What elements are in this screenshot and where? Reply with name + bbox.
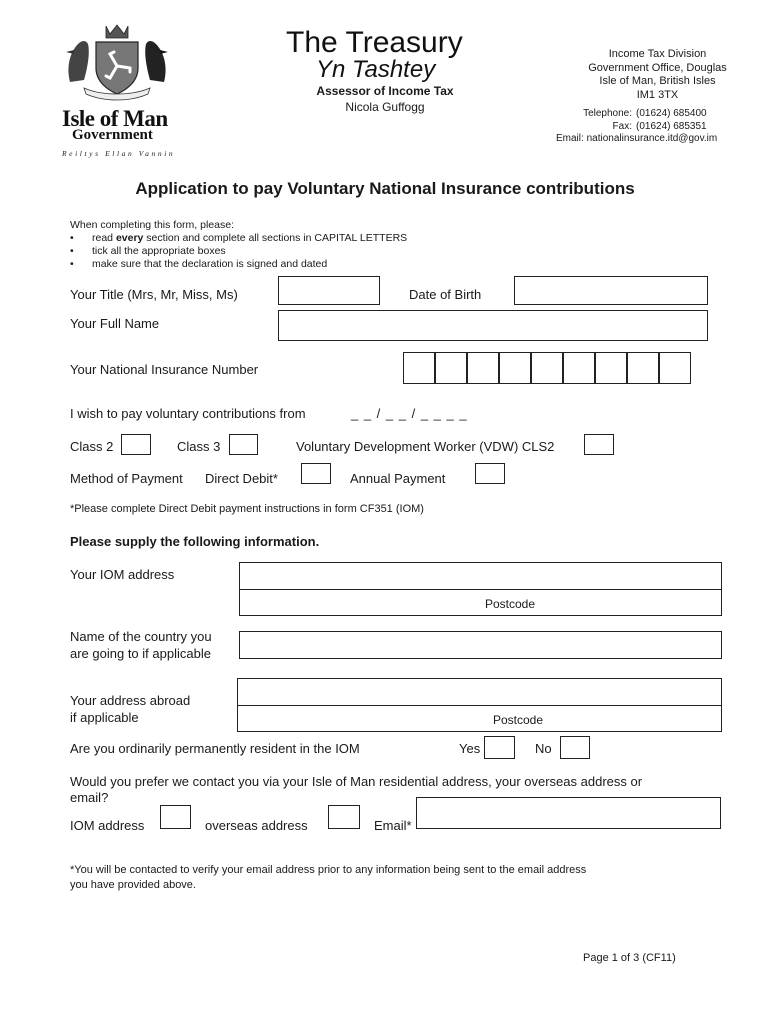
email-option-label: Email* <box>374 818 412 833</box>
direct-debit-checkbox[interactable] <box>301 463 331 484</box>
ni-char-box[interactable] <box>499 352 531 384</box>
instructions <box>70 219 407 271</box>
class2-label: Class 2 <box>70 439 114 454</box>
from-date-input[interactable]: _ _ / _ _ / _ _ _ _ <box>351 406 468 421</box>
brand-name: Isle of Man <box>62 106 168 131</box>
brand-sub: Government <box>72 127 153 143</box>
from-label: I wish to pay voluntary contributions from <box>70 406 306 421</box>
resident-yes-checkbox[interactable] <box>484 736 515 759</box>
abroad-label: Your address abroad if applicable <box>70 693 191 725</box>
overseas-option-label: overseas address <box>205 818 308 833</box>
ni-char-box[interactable] <box>595 352 627 384</box>
contact-details <box>556 108 717 146</box>
instructions-intro: When completing this form, please: <box>70 219 234 231</box>
fullname-label: Your Full Name <box>70 316 160 331</box>
ni-label: Your National Insurance Number <box>70 362 259 377</box>
country-input[interactable] <box>239 631 722 659</box>
ni-char-box[interactable] <box>659 352 691 384</box>
office-name: Assessor of Income Tax <box>316 84 454 98</box>
annual-checkbox[interactable] <box>475 463 505 484</box>
address-line: Isle of Man, British Isles <box>599 75 716 87</box>
class3-label: Class 3 <box>177 439 221 454</box>
ni-char-box[interactable] <box>435 352 467 384</box>
ni-char-box[interactable] <box>563 352 595 384</box>
dept-title: The Treasury <box>286 26 463 59</box>
ni-char-box[interactable] <box>403 352 435 384</box>
instruction-item: • read every section and complete all sections in CAPITAL LETTERS <box>70 232 407 245</box>
ni-char-box[interactable] <box>467 352 499 384</box>
dob-input[interactable] <box>514 276 708 305</box>
form-title: Application to pay Voluntary National Insurance contributions <box>135 179 635 198</box>
resident-no-checkbox[interactable] <box>560 736 590 759</box>
direct-debit-label: Direct Debit* <box>205 471 278 486</box>
telephone-label: Telephone: <box>583 108 632 119</box>
fax-label: Fax: <box>612 120 632 132</box>
officer-name: Nicola Guffogg <box>345 100 425 114</box>
yes-label: Yes <box>459 741 481 756</box>
annual-label: Annual Payment <box>350 471 446 486</box>
address-line: Income Tax Division <box>608 48 707 60</box>
dept-title-manx: Yn Tashtey <box>316 56 436 83</box>
title-input[interactable] <box>278 276 380 305</box>
class3-checkbox[interactable] <box>229 434 258 455</box>
fullname-input[interactable] <box>278 310 708 341</box>
isle-of-man-crest-icon <box>62 22 172 102</box>
instruction-item: • tick all the appropriate boxes <box>70 245 407 258</box>
brand-motto: Reiltys Ellan Vannin <box>62 149 176 158</box>
no-label: No <box>535 741 552 756</box>
vdw-label: Voluntary Development Worker (VDW) CLS2 <box>296 439 555 454</box>
iom-option-label: IOM address <box>70 818 145 833</box>
overseas-option-checkbox[interactable] <box>328 805 360 829</box>
dd-note: *Please complete Direct Debit payment instructions in form CF351 (IOM) <box>70 503 424 515</box>
method-label: Method of Payment <box>70 471 183 486</box>
title-label: Your Title (Mrs, Mr, Miss, Ms) <box>70 287 238 302</box>
email-input[interactable] <box>416 797 721 829</box>
country-label: Name of the country you are going to if applicable <box>70 629 212 661</box>
email-note: *You will be contacted to verify your email address prior to any information being sent to the email address you have provided above. <box>70 864 587 891</box>
vdw-checkbox[interactable] <box>584 434 614 455</box>
instruction-item: • make sure that the declaration is signed and dated <box>70 258 407 271</box>
iom-address-label: Your IOM address <box>70 567 175 582</box>
dob-label: Date of Birth <box>409 287 482 302</box>
contact-question: Would you prefer we contact you via your Isle of Man residential address, your overseas address or email? <box>70 774 643 805</box>
telephone-value: (01624) 685400 <box>636 108 707 119</box>
resident-label: Are you ordinarily permanently resident in the IOM <box>70 741 360 756</box>
ni-char-box[interactable] <box>627 352 659 384</box>
email-label: Email: <box>556 133 584 144</box>
address-line: Government Office, Douglas <box>588 61 727 74</box>
iom-address-input[interactable] <box>239 562 722 616</box>
abroad-address-input[interactable] <box>237 678 722 732</box>
office-address <box>555 48 760 102</box>
fax-value: (01624) 685351 <box>636 120 707 132</box>
page-footer: Page 1 of 3 (CF11) <box>583 952 676 964</box>
class2-checkbox[interactable] <box>121 434 151 455</box>
iom-option-checkbox[interactable] <box>160 805 191 829</box>
section-heading: Please supply the following information. <box>70 534 320 549</box>
ni-char-box[interactable] <box>531 352 563 384</box>
address-line: IM1 3TX <box>636 88 679 101</box>
email-value[interactable]: nationalinsurance.itd@gov.im <box>586 133 718 144</box>
abroad-postcode-label: Postcode <box>493 713 544 727</box>
postcode-label: Postcode <box>485 597 536 611</box>
